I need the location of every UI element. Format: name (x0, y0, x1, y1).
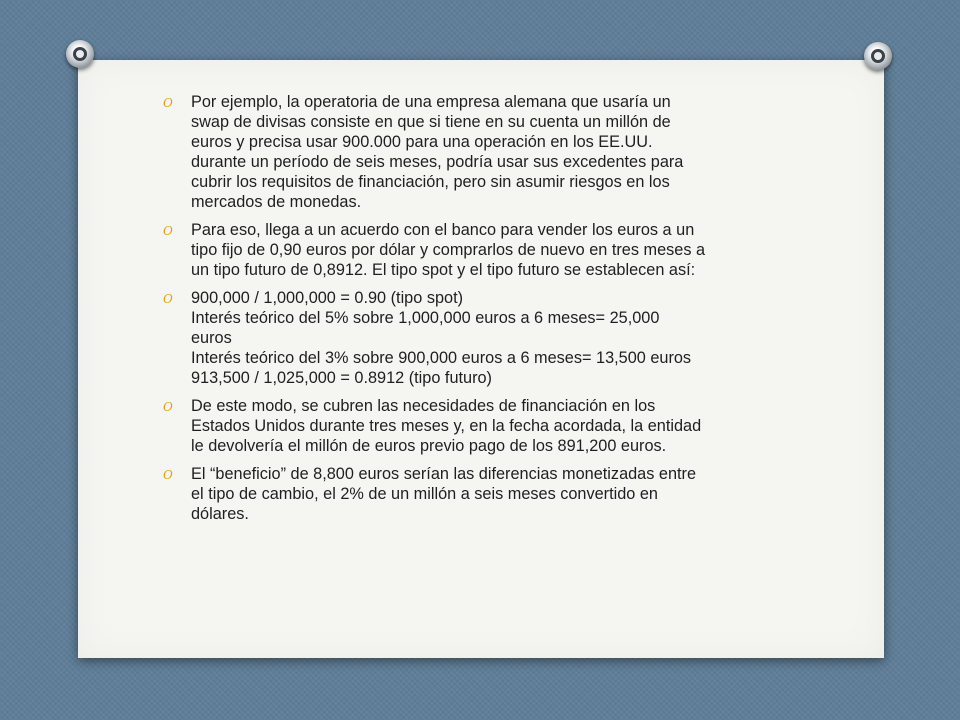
bullet-text-line: Por ejemplo, la operatoria de una empresa alemana que usaría un (191, 93, 671, 111)
bullet-text-line: euros (191, 329, 232, 347)
bullet-text-line: el tipo de cambio, el 2% de un millón a seis meses convertido en (191, 485, 658, 503)
bullet-marker-icon: O (163, 400, 173, 414)
bullet-item (163, 288, 803, 388)
bullet-text-line: tipo fijo de 0,90 euros por dólar y comprarlos de nuevo en tres meses a (191, 241, 706, 259)
bullet-list (163, 92, 803, 532)
bullet-text-line: euros y precisa usar 900.000 para una operación en los EE.UU. (191, 133, 653, 151)
bullet-item (163, 396, 803, 456)
bullet-text-line: Interés teórico del 3% sobre 900,000 euros a 6 meses= 13,500 euros (191, 349, 692, 367)
bullet-marker-icon: O (163, 292, 173, 306)
bullet-text-line: Para eso, llega a un acuerdo con el banco para vender los euros a un (191, 221, 695, 239)
bullet-text-line: 900,000 / 1,000,000 = 0.90 (tipo spot) (191, 289, 464, 307)
bullet-text-line: El “beneficio” de 8,800 euros serían las diferencias monetizadas entre (191, 465, 697, 483)
bullet-text-line: cubrir los requisitos de financiación, pero sin asumir riesgos en los (191, 173, 670, 191)
bullet-marker-icon: O (163, 468, 173, 482)
bullet-item (163, 464, 803, 524)
bullet-marker-icon: O (163, 96, 173, 110)
bullet-text-line: Estados Unidos durante tres meses y, en la fecha acordada, la entidad (191, 417, 702, 435)
bullet-text-line: le devolvería el millón de euros previo pago de los 891,200 euros. (191, 437, 667, 455)
bullet-text-line: dólares. (191, 505, 249, 523)
bullet-text-line: 913,500 / 1,025,000 = 0.8912 (tipo futuro) (191, 369, 492, 387)
bullet-text-line: mercados de monedas. (191, 193, 362, 211)
bullet-text-line: un tipo futuro de 0,8912. El tipo spot y el tipo futuro se establecen así: (191, 261, 696, 279)
bullet-text-line: durante un período de seis meses, podría usar sus excedentes para (191, 153, 684, 171)
bullet-item (163, 92, 803, 212)
bullet-text-line: De este modo, se cubren las necesidades de financiación en los (191, 397, 656, 415)
bullet-marker-icon: O (163, 224, 173, 238)
pushpin-icon (864, 42, 892, 70)
pushpin-icon (66, 40, 94, 68)
bullet-text-line: swap de divisas consiste en que si tiene en su cuenta un millón de (191, 113, 671, 131)
bullet-item (163, 220, 803, 280)
bullet-text-line: Interés teórico del 5% sobre 1,000,000 euros a 6 meses= 25,000 (191, 309, 660, 327)
